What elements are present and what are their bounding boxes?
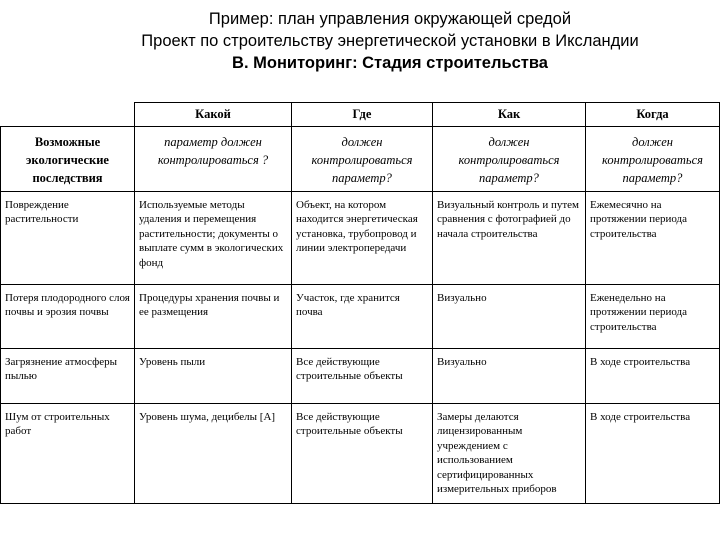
- title-line-3: B. Мониторинг: Стадия строительства: [232, 54, 548, 72]
- cell: Повреждение растительности: [1, 191, 135, 284]
- title-block: [100, 8, 680, 74]
- header-row-top: [1, 103, 720, 127]
- header-where-sub: должен контролироваться параметр?: [292, 126, 433, 191]
- header-what-sub: параметр должен контролироваться ?: [135, 126, 292, 191]
- header-where: Где: [292, 103, 433, 127]
- cell: Все действующие строительные объекты: [292, 403, 433, 503]
- cell: Замеры делаются лицензированным учреждением с использованием сертифицированных измерительных приборов: [433, 403, 586, 503]
- cell: Визуальный контроль и путем сравнения с фотографией до начала строительства: [433, 191, 586, 284]
- cell: Визуально: [433, 284, 586, 348]
- table-row: [1, 348, 720, 403]
- header-impacts: Возможные экологические последствия: [1, 126, 135, 191]
- cell: Объект, на котором находится энергетическая установка, трубопровод и линии электропередачи: [292, 191, 433, 284]
- table-row: [1, 284, 720, 348]
- cell: Загрязнение атмосферы пылью: [1, 348, 135, 403]
- monitoring-table: [0, 102, 720, 504]
- cell: Еженедельно на протяжении периода строительства: [586, 284, 720, 348]
- cell: Уровень шума, децибелы [A]: [135, 403, 292, 503]
- cell: Уровень пыли: [135, 348, 292, 403]
- cell: Шум от строительных работ: [1, 403, 135, 503]
- title-line-1: Пример: план управления окружающей средой: [208, 10, 572, 28]
- header-when-sub: должен контролироваться параметр?: [586, 126, 720, 191]
- cell: Используемые методы удаления и перемещения растительности; документы о выплате сумм в экологических фонд: [135, 191, 292, 284]
- cell: Визуально: [433, 348, 586, 403]
- cell: Процедуры хранения почвы и ее размещения: [135, 284, 292, 348]
- header-row-sub: [1, 126, 720, 191]
- table-row: [1, 191, 720, 284]
- cell: Участок, где хранится почва: [292, 284, 433, 348]
- title-line-2: Проект по строительству энергетической установки в Иксландии: [141, 32, 639, 50]
- cell: Ежемесячно на протяжении периода строительства: [586, 191, 720, 284]
- header-what: Какой: [135, 103, 292, 127]
- cell: Все действующие строительные объекты: [292, 348, 433, 403]
- header-empty: [1, 103, 135, 127]
- header-when: Когда: [586, 103, 720, 127]
- header-how-sub: должен контролироваться параметр?: [433, 126, 586, 191]
- cell: В ходе строительства: [586, 403, 720, 503]
- header-how: Как: [433, 103, 586, 127]
- cell: В ходе строительства: [586, 348, 720, 403]
- table-row: [1, 403, 720, 503]
- cell: Потеря плодородного слоя почвы и эрозия почвы: [1, 284, 135, 348]
